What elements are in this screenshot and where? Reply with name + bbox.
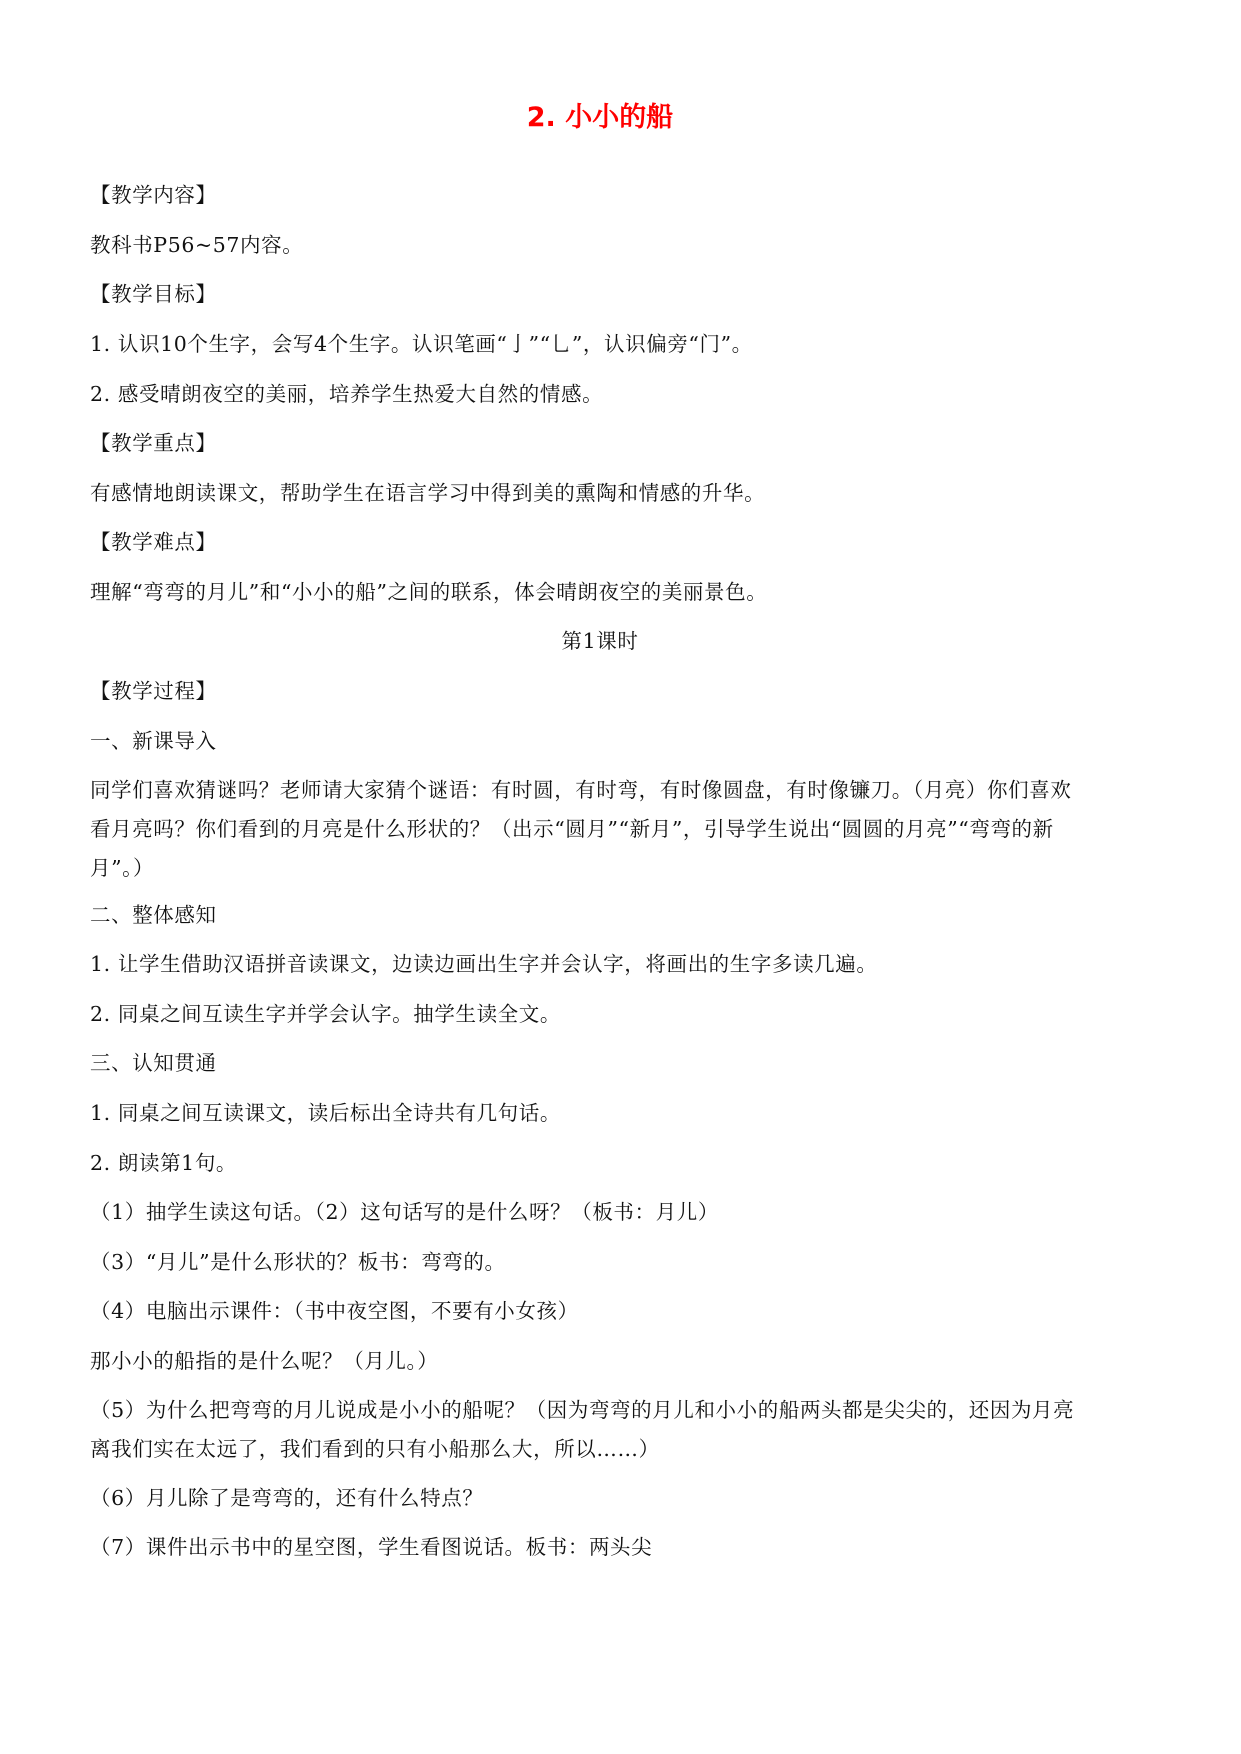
section-heading-difficult: 【教学难点】 — [90, 530, 217, 554]
document-title: 2. 小小的船 — [526, 102, 674, 133]
goal-item-1: 1. 认识10个生字，会写4个生字。认识笔画“亅”“乚”，认识偏旁“门”。 — [90, 332, 753, 356]
sub-item-4: （4）电脑出示课件：（书中夜空图，不要有小女孩） — [90, 1299, 579, 1323]
sub-item-6: （6）月儿除了是弯弯的，还有什么特点？ — [90, 1486, 484, 1510]
sub-item-3: （3）“月儿”是什么形状的？板书：弯弯的。 — [90, 1250, 506, 1274]
sub-item-1-2: （1）抽学生读这句话。（2）这句话写的是什么呀？（板书：月儿） — [90, 1200, 719, 1224]
step-2-item-1: 1. 让学生借助汉语拼音读课文，边读边画出生字并会认字，将画出的生字多读几遍。 — [90, 952, 878, 976]
section-heading-goals: 【教学目标】 — [90, 282, 217, 306]
section-heading-content: 【教学内容】 — [90, 183, 217, 207]
lesson-label: 第1课时 — [561, 629, 639, 653]
difficult-text: 理解“弯弯的月儿”和“小小的船”之间的联系，体会晴朗夜空的美丽景色。 — [90, 580, 768, 604]
step-3-item-1: 1. 同桌之间互读课文，读后标出全诗共有几句话。 — [90, 1101, 561, 1125]
step-2-item-2: 2. 同桌之间互读生字并学会认字。抽学生读全文。 — [90, 1002, 561, 1026]
section-heading-key: 【教学重点】 — [90, 431, 217, 455]
sub-item-5: （5）为什么把弯弯的月儿说成是小小的船呢？（因为弯弯的月儿和小小的船两头都是尖尖的，还因为月亮离我们实在太远了，我们看到的只有小船那么大，所以……） — [90, 1398, 1075, 1461]
step-3-heading: 三、认知贯通 — [90, 1051, 217, 1075]
sub-item-4-follow: 那小小的船指的是什么呢？（月儿。） — [90, 1349, 439, 1373]
step-1-text: 同学们喜欢猜谜吗？老师请大家猜个谜语：有时圆，有时弯，有时像圆盘，有时像镰刀。（月亮）你们喜欢看月亮吗？你们看到的月亮是什么形状的？（出示“圆月”“新月”，引导学生说出“圆圆的月亮”“弯弯的新月”。） — [90, 778, 1072, 880]
step-1-heading: 一、新课导入 — [90, 729, 217, 753]
step-3-item-2: 2. 朗读第1句。 — [90, 1151, 238, 1175]
key-text: 有感情地朗读课文，帮助学生在语言学习中得到美的熏陶和情感的升华。 — [90, 481, 766, 505]
content-text: 教科书P56~57内容。 — [90, 233, 304, 257]
goal-item-2: 2. 感受晴朗夜空的美丽，培养学生热爱大自然的情感。 — [90, 382, 604, 406]
section-heading-process: 【教学过程】 — [90, 679, 217, 703]
step-2-heading: 二、整体感知 — [90, 903, 217, 927]
sub-item-7: （7）课件出示书中的星空图，学生看图说话。板书：两头尖 — [90, 1535, 653, 1559]
document-page — [90, 0, 1110, 1754]
